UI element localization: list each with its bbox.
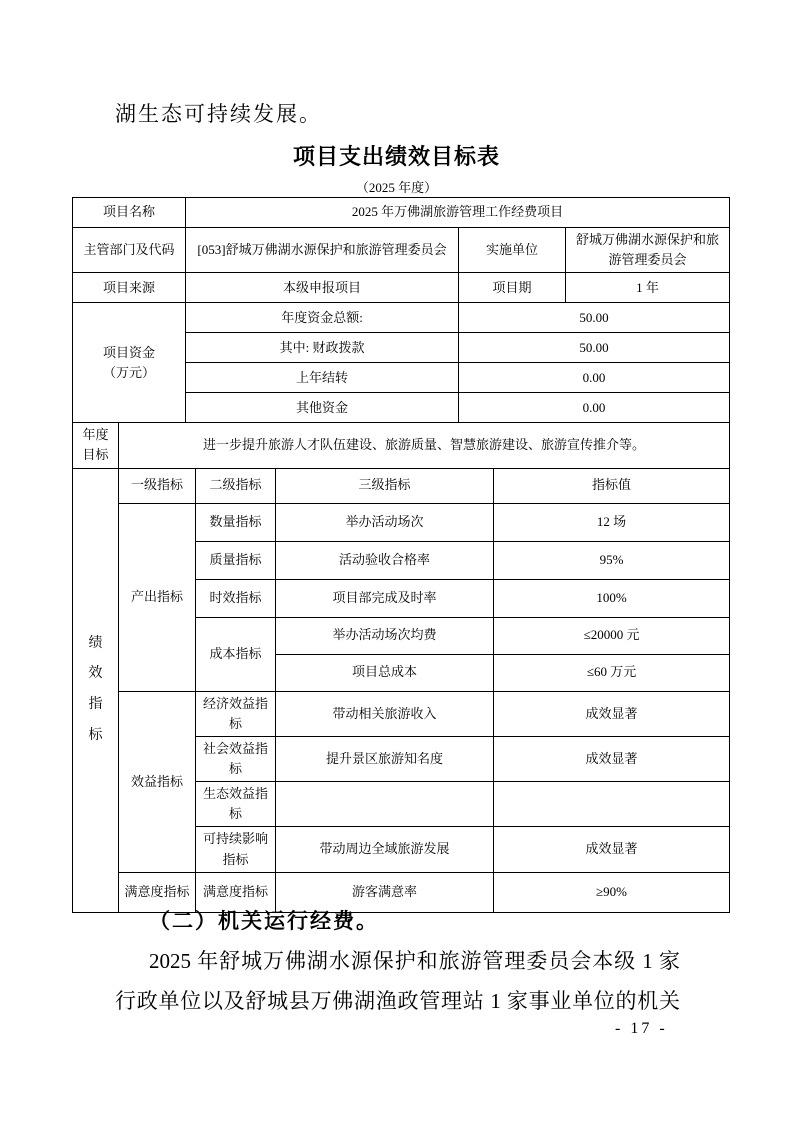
l3-cell: 项目部完成及时率	[276, 579, 494, 617]
funds-row	[73, 303, 730, 333]
funds-item-value: 50.00	[459, 333, 730, 363]
perf-header-row	[73, 468, 730, 503]
section-heading: （二）机关运行经费。	[149, 909, 379, 933]
funds-item-value: 0.00	[459, 363, 730, 393]
funds-label	[73, 303, 186, 423]
department-row	[73, 228, 730, 273]
l2-cell: 社会效益指标	[196, 736, 276, 781]
l1-cell: 满意度指标	[119, 872, 196, 912]
l2-cell: 成本指标	[196, 617, 276, 691]
l2-cell: 经济效益指标	[196, 691, 276, 736]
funds-item-name: 其他资金	[186, 393, 459, 423]
funds-item-value: 0.00	[459, 393, 730, 423]
l2-cell: 数量指标	[196, 503, 276, 541]
l3-cell: 带动相关旅游收入	[276, 691, 494, 736]
body-paragraph	[115, 941, 680, 1021]
header-level3: 三级指标	[276, 468, 494, 503]
value-cell: ≤60 万元	[494, 654, 730, 691]
header-level1: 一级指标	[119, 468, 196, 503]
impl-unit-label: 实施单位	[459, 228, 566, 273]
l2-cell: 满意度指标	[196, 872, 276, 912]
l3-cell: 项目总成本	[276, 654, 494, 691]
source-label: 项目来源	[73, 273, 186, 303]
value-cell: ≤20000 元	[494, 617, 730, 654]
perf-side-label	[73, 468, 119, 912]
l2-cell: 可持续影响指标	[196, 827, 276, 872]
project-name-label: 项目名称	[73, 198, 186, 228]
source-value: 本级申报项目	[186, 273, 459, 303]
l3-cell: 举办活动场次均费	[276, 617, 494, 654]
value-cell: 100%	[494, 579, 730, 617]
value-cell: 成效显著	[494, 827, 730, 872]
l3-cell: 提升景区旅游知名度	[276, 736, 494, 781]
value-cell: 成效显著	[494, 736, 730, 781]
project-source-row	[73, 273, 730, 303]
l3-cell: 游客满意率	[276, 872, 494, 912]
value-cell: 12 场	[494, 503, 730, 541]
l1-cell: 产出指标	[119, 503, 196, 691]
l3-cell: 举办活动场次	[276, 503, 494, 541]
l1-cell: 效益指标	[119, 691, 196, 872]
funds-item-name: 其中: 财政拨款	[186, 333, 459, 363]
top-paragraph: 湖生态可持续发展。	[115, 102, 322, 126]
table-subtitle: （2025 年度）	[355, 180, 438, 195]
header-level2: 二级指标	[196, 468, 276, 503]
value-cell: 95%	[494, 541, 730, 579]
value-cell	[494, 782, 730, 827]
page-number: - 17 -	[615, 1020, 668, 1037]
funds-label-line1: 项目资金	[103, 344, 156, 360]
annual-goal-label: 年度目标	[73, 423, 119, 468]
value-cell: 成效显著	[494, 691, 730, 736]
l3-cell	[276, 782, 494, 827]
value-cell: ≥90%	[494, 872, 730, 912]
dept-label: 主管部门及代码	[73, 228, 186, 273]
impl-unit-value: 舒城万佛湖水源保护和旅游管理委员会	[566, 228, 730, 273]
performance-target-table	[72, 197, 730, 913]
funds-item-value: 50.00	[459, 303, 730, 333]
l2-cell: 生态效益指标	[196, 782, 276, 827]
period-label: 项目期	[459, 273, 566, 303]
dept-value: [053]舒城万佛湖水源保护和旅游管理委员会	[186, 228, 459, 273]
project-name-row	[73, 198, 730, 228]
paragraph-line: 行政单位以及舒城县万佛湖渔政管理站 1 家事业单位的机关	[115, 989, 680, 1013]
perf-row	[73, 691, 730, 736]
funds-label-line2: （万元）	[103, 364, 156, 380]
project-name-value: 2025 年万佛湖旅游管理工作经费项目	[186, 198, 730, 228]
funds-item-name: 年度资金总额:	[186, 303, 459, 333]
annual-goal-text: 进一步提升旅游人才队伍建设、旅游质量、智慧旅游建设、旅游宣传推介等。	[119, 423, 730, 468]
l3-cell: 带动周边全域旅游发展	[276, 827, 494, 872]
l3-cell: 活动验收合格率	[276, 541, 494, 579]
paragraph-line: 2025 年舒城万佛湖水源保护和旅游管理委员会本级 1 家	[149, 949, 680, 973]
perf-side-label-text: 绩效指标	[88, 635, 103, 743]
period-value: 1 年	[566, 273, 730, 303]
annual-goal-row	[73, 423, 730, 468]
header-value: 指标值	[494, 468, 730, 503]
perf-row	[73, 503, 730, 541]
funds-item-name: 上年结转	[186, 363, 459, 393]
l2-cell: 时效指标	[196, 579, 276, 617]
table-title: 项目支出绩效目标表	[292, 144, 500, 169]
l2-cell: 质量指标	[196, 541, 276, 579]
